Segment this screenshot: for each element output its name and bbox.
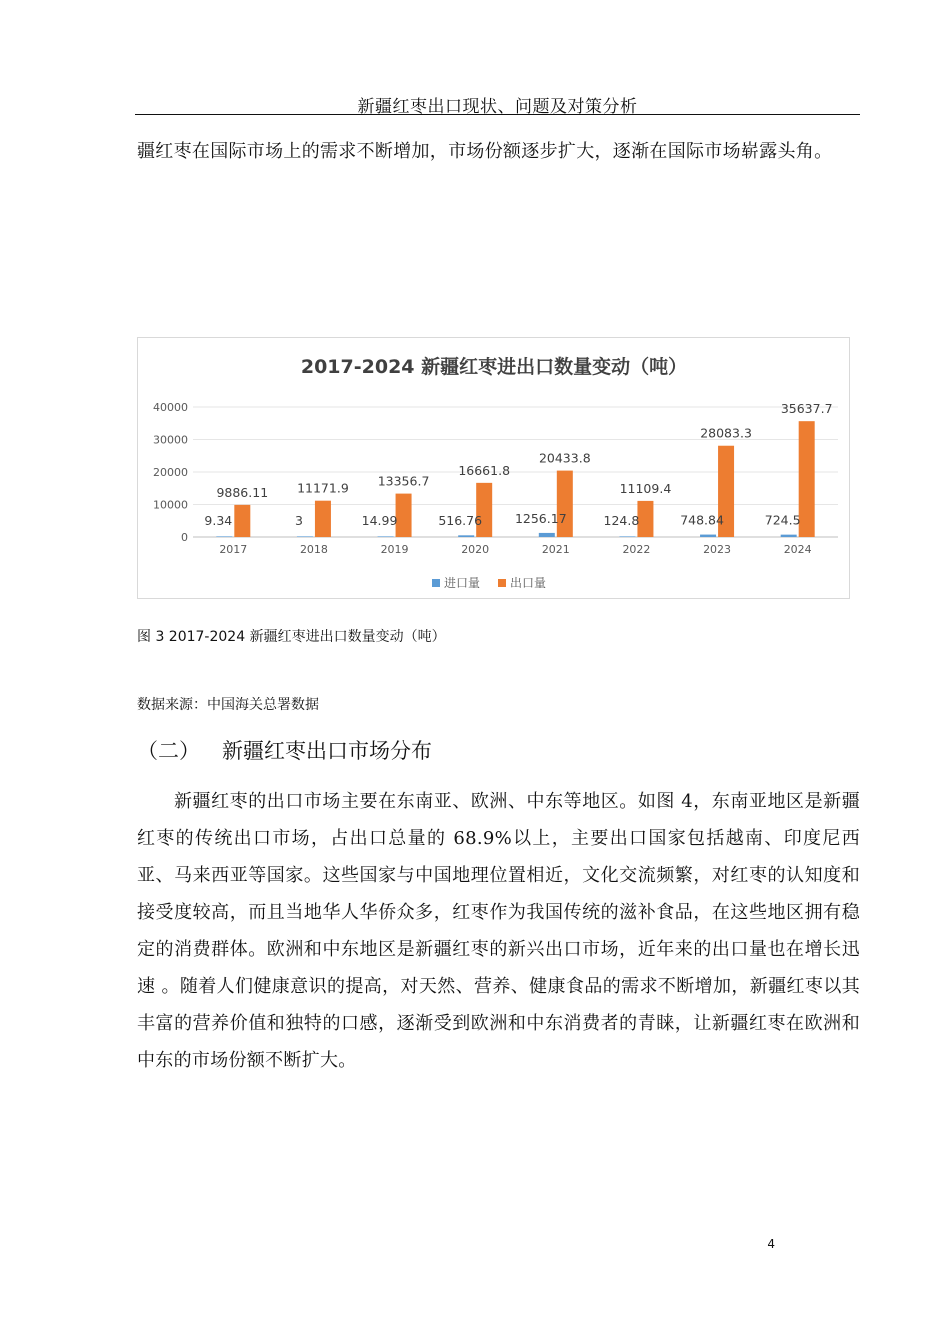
bar-export: [234, 505, 250, 537]
bar-import: [539, 533, 555, 537]
x-tick-label: 2017: [219, 543, 248, 556]
section-heading: [137, 735, 432, 765]
bar-import: [700, 535, 716, 537]
bar-export: [799, 421, 815, 537]
chart-legend: [432, 575, 546, 590]
bar-export: [315, 501, 331, 537]
page-number: 4: [767, 1237, 775, 1251]
data-label-import: 14.99: [361, 513, 398, 528]
data-label-export: 13356.7: [377, 473, 430, 489]
data-label-import: 124.8: [603, 513, 640, 528]
data-label-export: 11109.4: [619, 480, 672, 496]
data-label-import: 1256.17: [514, 510, 567, 526]
x-tick-label: 2024: [783, 543, 812, 556]
data-label-import: 516.76: [438, 513, 483, 528]
y-tick-label: 20000: [153, 466, 188, 479]
bar-import: [216, 536, 232, 537]
legend-swatch-import: [432, 579, 440, 587]
chart-data-labels: [204, 401, 832, 528]
bar-export: [557, 471, 573, 537]
data-label-import: 724.5: [764, 512, 801, 528]
legend-swatch-export: [498, 579, 506, 587]
chart-title: 2017-2024 新疆红枣进出口数量变动（吨）: [300, 356, 688, 378]
data-label-export: 9886.11: [216, 484, 269, 500]
paragraph-market-distribution: 新疆红枣的出口市场主要在东南亚、欧洲、中东等地区。如图 4，东南亚地区是新疆红枣的传统出口市场，占出口总量的 68.9%以上，主要出口国家包括越南、印度尼西亚、马来西亚等国家。这些国家与中国地理位置相近，文化交流频繁，对红枣的认知度和接受度较高，而且当地华人华侨众多，红枣作为我国传统的滋补食品，在这些地区拥有稳定的消费群体。欧洲和中东地区是新疆红枣的新兴出口市场，近年来的出口量也在增长迅速 。随着人们健康意识的提高，对天然、营养、健康食品的需求不断增加，新疆红枣以其丰富的营养价值和独特的口感，逐渐受到欧洲和中东消费者的青睐，让新疆红枣在欧洲和中东的市场份额不断扩大。: [137, 791, 860, 1071]
data-source-note: 数据来源：中国海关总署数据: [137, 697, 319, 713]
page-header-title: 新疆红枣出口现状、问题及对策分析: [357, 97, 638, 117]
x-tick-label: 2019: [380, 543, 409, 556]
data-label-import: 748.84: [680, 512, 724, 528]
chart-container: [137, 337, 850, 599]
bar-import: [619, 536, 635, 537]
bar-import: [781, 535, 797, 537]
data-label-export: 16661.8: [458, 462, 511, 478]
bar-import: [458, 535, 474, 537]
data-label-export: 11171.9: [297, 480, 349, 496]
bar-chart: [138, 338, 849, 598]
x-tick-label: 2018: [299, 543, 328, 556]
data-label-import: 9.34: [204, 513, 233, 528]
section-number: （二）: [137, 739, 200, 763]
y-tick-label: 30000: [153, 433, 188, 447]
bar-export: [476, 483, 492, 537]
bar-import: [378, 536, 394, 537]
y-tick-label: 10000: [153, 498, 188, 512]
legend-label-export: 出口量: [510, 576, 547, 590]
y-tick-label: 0: [181, 531, 188, 544]
data-label-export: 35637.7: [780, 401, 833, 417]
x-tick-label: 2020: [461, 543, 490, 556]
bar-import: [297, 536, 313, 537]
bar-export: [396, 494, 412, 537]
data-label-export: 28083.3: [700, 425, 752, 441]
figure-caption: 图 3 2017-2024 新疆红枣进出口数量变动（吨）: [137, 629, 446, 645]
section-title: 新疆红枣出口市场分布: [222, 739, 432, 763]
data-label-import: 3: [294, 513, 303, 528]
y-tick-label: 40000: [153, 401, 188, 414]
header-rule: [135, 114, 860, 115]
x-tick-label: 2021: [541, 543, 570, 556]
data-label-export: 20433.8: [538, 450, 591, 466]
bar-export: [637, 501, 653, 537]
paragraph-intro: 疆红枣在国际市场上的需求不断增加，市场份额逐步扩大，逐渐在国际市场崭露头角。: [137, 141, 833, 162]
x-tick-label: 2023: [703, 543, 732, 556]
legend-label-import: 进口量: [444, 576, 481, 590]
x-tick-label: 2022: [622, 543, 651, 556]
